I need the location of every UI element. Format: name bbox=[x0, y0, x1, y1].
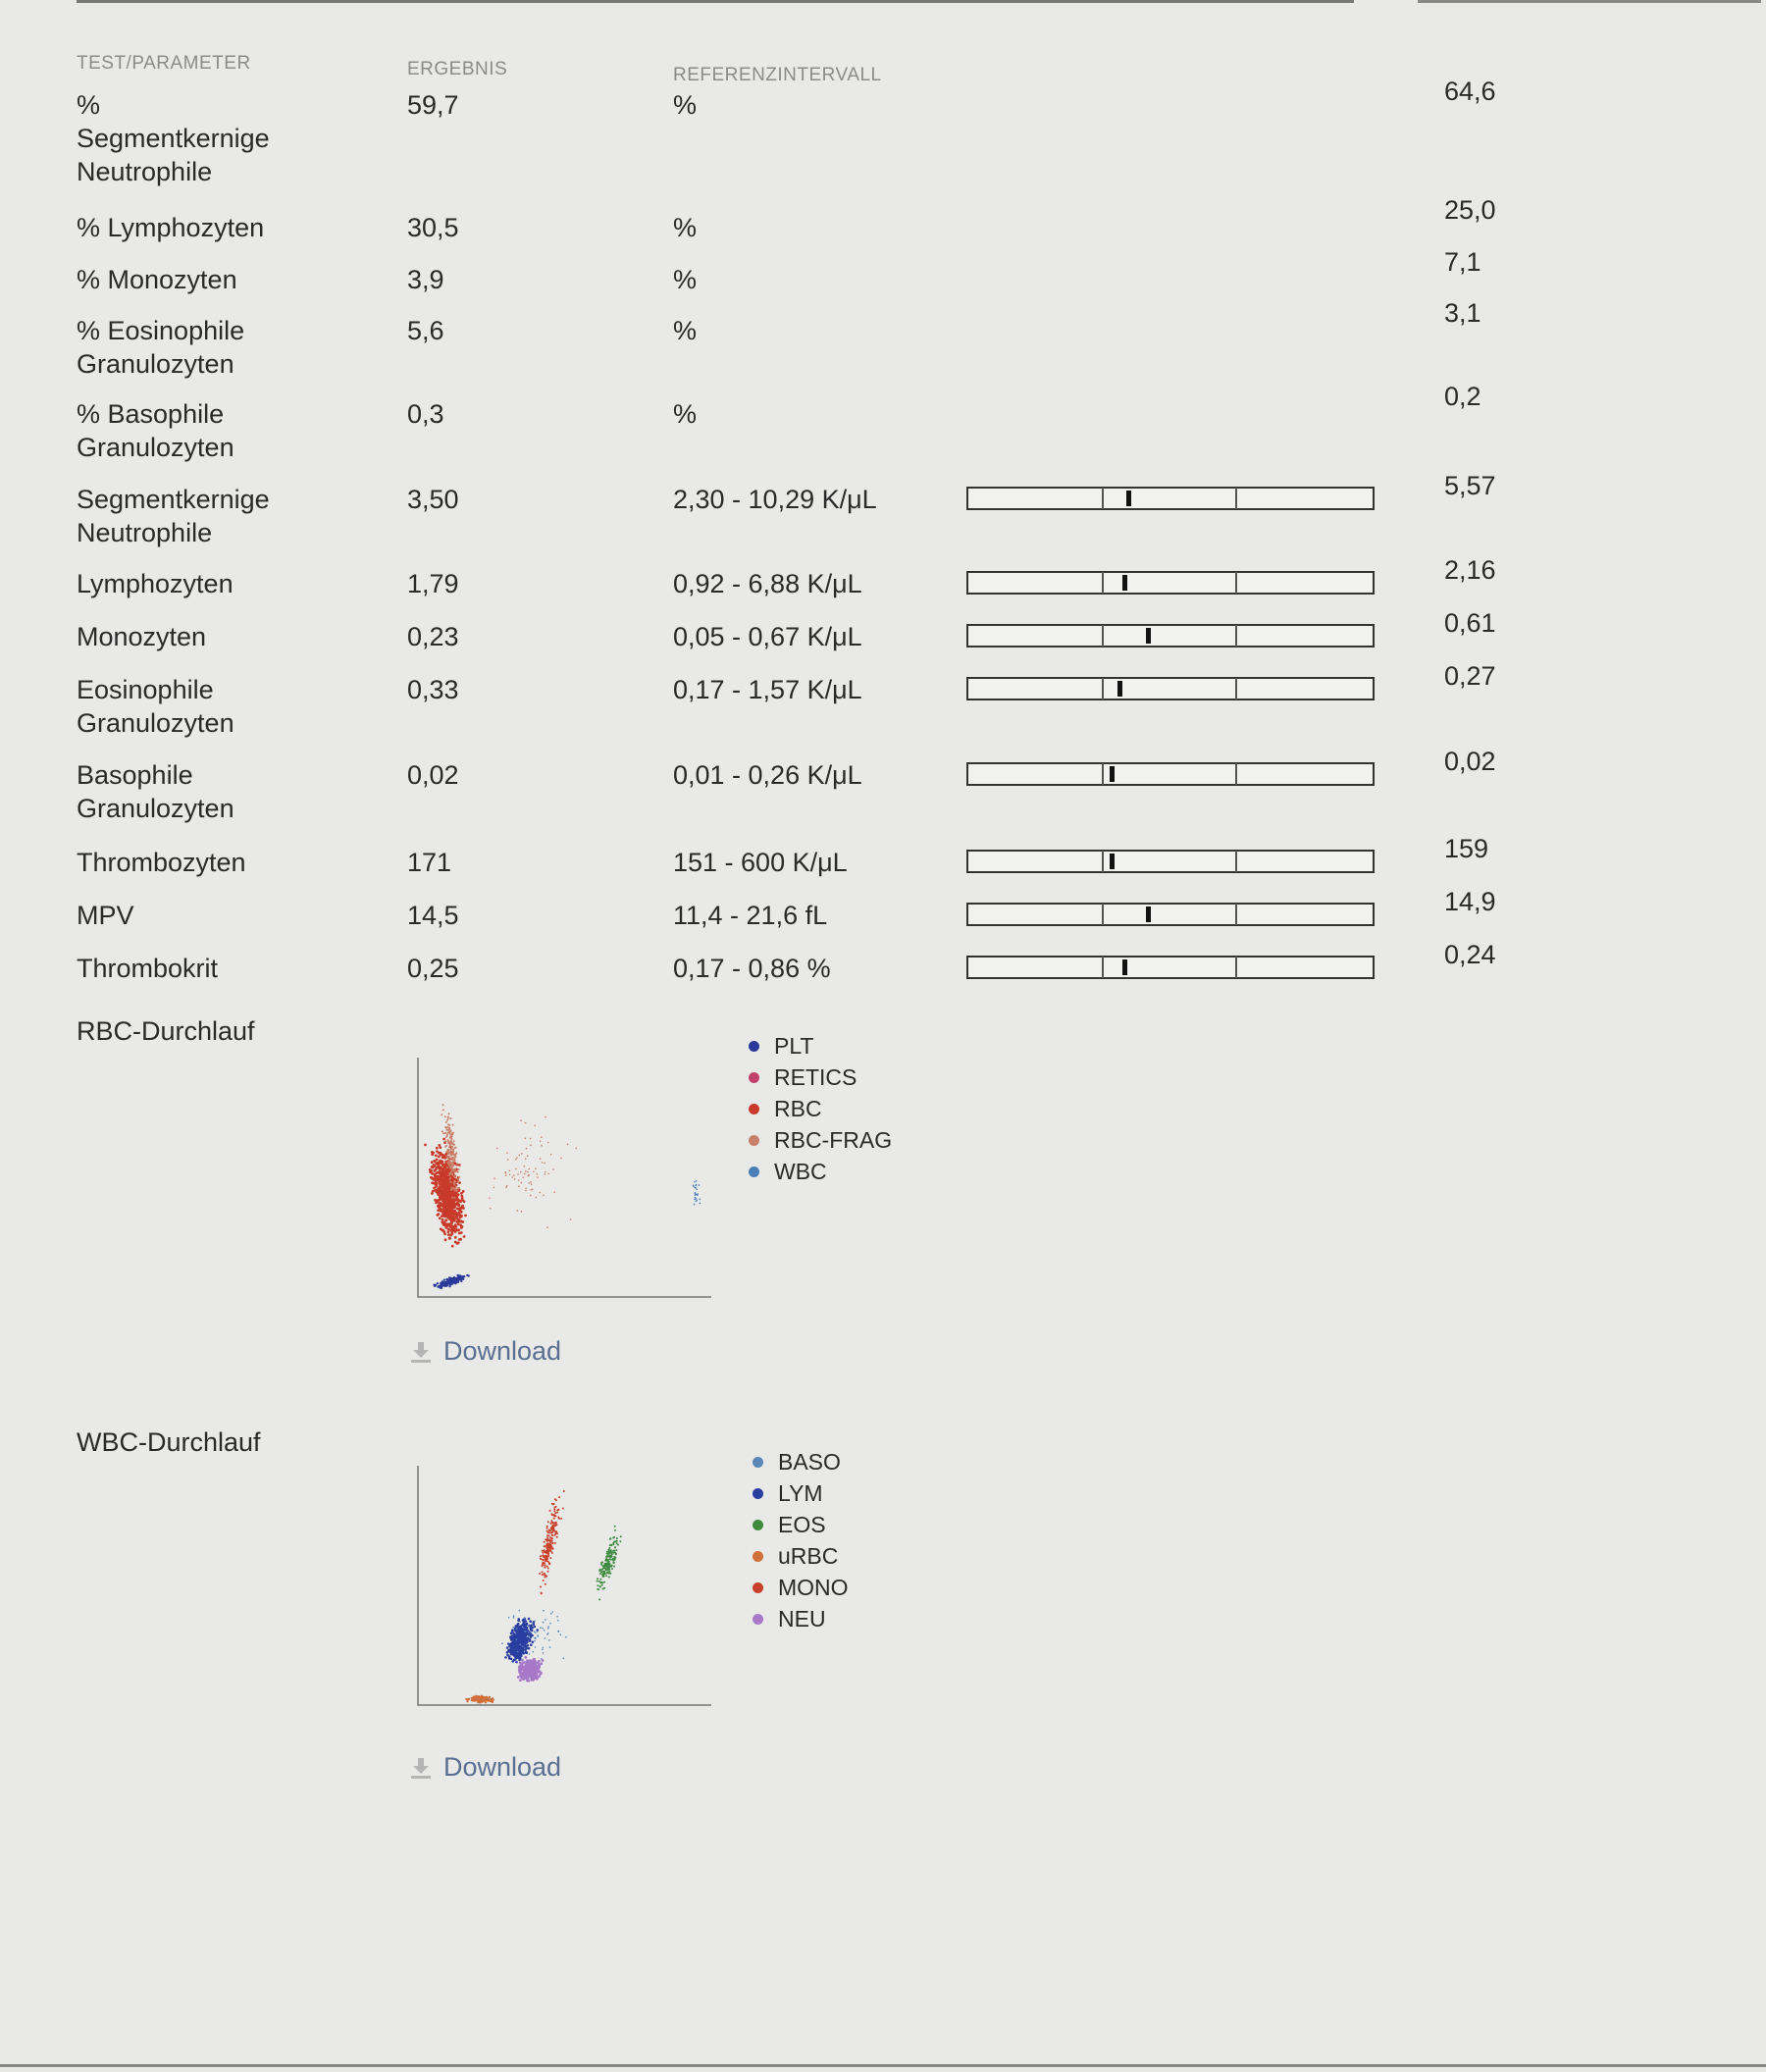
legend-label: NEU bbox=[778, 1606, 826, 1632]
plot-axes bbox=[418, 1466, 711, 1705]
reference-range: 0,17 - 1,57 K/μL bbox=[673, 675, 862, 704]
legend-label: EOS bbox=[778, 1512, 826, 1537]
reference-range: 11,4 - 21,6 fL bbox=[673, 901, 828, 930]
legend-item bbox=[749, 1062, 892, 1093]
legend-item bbox=[749, 1093, 892, 1124]
scatter-cluster bbox=[424, 1138, 467, 1248]
wbc-download-link[interactable] bbox=[410, 1752, 561, 1783]
previous-value: 0,61 bbox=[1444, 608, 1496, 638]
legend-dot bbox=[749, 1072, 759, 1083]
previous-value: 0,02 bbox=[1444, 747, 1496, 776]
previous-value: 5,57 bbox=[1444, 471, 1496, 500]
range-bar-tick bbox=[1235, 678, 1237, 699]
legend-item bbox=[749, 1124, 892, 1156]
result-value: 3,9 bbox=[407, 265, 444, 294]
result-value: 0,33 bbox=[407, 675, 459, 704]
range-bar bbox=[966, 956, 1375, 979]
legend-dot bbox=[749, 1166, 759, 1177]
previous-value: 64,6 bbox=[1444, 77, 1496, 106]
rbc-scatter-plot bbox=[412, 1046, 716, 1311]
legend-dot bbox=[753, 1582, 763, 1593]
legend-label: MONO bbox=[778, 1575, 849, 1600]
legend-item bbox=[753, 1509, 849, 1540]
legend-dot bbox=[753, 1488, 763, 1499]
legend-label: BASO bbox=[778, 1449, 841, 1475]
previous-value: 159 bbox=[1444, 834, 1489, 863]
reference-range: 151 - 600 K/μL bbox=[673, 848, 848, 877]
scatter-cluster bbox=[539, 1490, 565, 1594]
previous-value: 7,1 bbox=[1444, 247, 1481, 277]
download-icon bbox=[410, 1340, 432, 1364]
rbc-download-link[interactable] bbox=[410, 1336, 561, 1367]
param-name: Eosinophile Granulozyten bbox=[77, 675, 234, 738]
range-bar-marker bbox=[1146, 628, 1151, 644]
legend-dot bbox=[753, 1614, 763, 1625]
previous-value: 14,9 bbox=[1444, 887, 1496, 916]
range-bar-tick bbox=[1102, 678, 1104, 699]
legend-dot bbox=[749, 1104, 759, 1114]
range-bar bbox=[966, 903, 1375, 926]
result-value: 0,25 bbox=[407, 954, 459, 983]
param-name: % Segmentkernige Neutrophile bbox=[77, 90, 270, 186]
range-bar-marker bbox=[1122, 575, 1127, 591]
param-name: Thrombokrit bbox=[77, 954, 219, 983]
reference-range: % bbox=[673, 90, 698, 120]
result-value: 30,5 bbox=[407, 213, 459, 242]
previous-value: 2,16 bbox=[1444, 555, 1496, 585]
rbc-run-label: RBC-Durchlauf bbox=[77, 1016, 255, 1046]
previous-value: 3,1 bbox=[1444, 298, 1481, 328]
legend-item bbox=[753, 1603, 849, 1634]
range-bar-tick bbox=[1102, 488, 1104, 509]
scatter-cluster bbox=[597, 1526, 622, 1601]
reference-range: % bbox=[673, 265, 698, 294]
legend-label: RBC bbox=[774, 1096, 822, 1121]
top-rule-right bbox=[1418, 0, 1761, 3]
legend-dot bbox=[753, 1520, 763, 1530]
range-bar bbox=[966, 624, 1375, 648]
range-bar-tick bbox=[1102, 904, 1104, 925]
range-bar-tick bbox=[1235, 488, 1237, 509]
result-value: 0,23 bbox=[407, 622, 459, 651]
range-bar-marker bbox=[1117, 681, 1122, 697]
range-bar-tick bbox=[1235, 957, 1237, 978]
range-bar bbox=[966, 487, 1375, 510]
bottom-rule bbox=[0, 2064, 1766, 2067]
legend-item bbox=[753, 1477, 849, 1509]
header-reference: REFERENZINTERVALL bbox=[673, 65, 882, 85]
range-bar-tick bbox=[1102, 625, 1104, 647]
range-bar-tick bbox=[1235, 904, 1237, 925]
scatter-cluster bbox=[693, 1180, 701, 1205]
previous-value: 0,27 bbox=[1444, 661, 1496, 691]
result-value: 5,6 bbox=[407, 316, 444, 345]
legend-item bbox=[749, 1156, 892, 1187]
legend-item bbox=[753, 1540, 849, 1572]
result-value: 1,79 bbox=[407, 569, 459, 598]
legend-item bbox=[753, 1446, 849, 1477]
result-value: 171 bbox=[407, 848, 452, 877]
range-bar bbox=[966, 571, 1375, 595]
result-value: 59,7 bbox=[407, 90, 459, 120]
param-name: MPV bbox=[77, 901, 134, 930]
reference-range: % bbox=[673, 213, 698, 242]
reference-range: 2,30 - 10,29 K/μL bbox=[673, 485, 877, 514]
legend-label: LYM bbox=[778, 1480, 823, 1506]
range-bar-tick bbox=[1102, 851, 1104, 872]
legend-label: RETICS bbox=[774, 1064, 857, 1090]
param-name: Thrombozyten bbox=[77, 848, 246, 877]
plot-axes bbox=[418, 1058, 711, 1297]
legend-label: RBC-FRAG bbox=[774, 1127, 893, 1153]
range-bar-tick bbox=[1102, 763, 1104, 785]
scatter-cluster bbox=[465, 1695, 494, 1704]
range-bar-marker bbox=[1126, 491, 1131, 506]
result-value: 0,02 bbox=[407, 760, 459, 790]
range-bar-tick bbox=[1235, 763, 1237, 785]
range-bar-marker bbox=[1122, 959, 1127, 975]
download-icon bbox=[410, 1756, 432, 1780]
legend-dot bbox=[753, 1457, 763, 1468]
reference-range: 0,92 - 6,88 K/μL bbox=[673, 569, 862, 598]
range-bar-tick bbox=[1102, 957, 1104, 978]
range-bar-tick bbox=[1102, 572, 1104, 594]
wbc-scatter-plot bbox=[412, 1454, 716, 1719]
param-name: % Eosinophile Granulozyten bbox=[77, 316, 245, 379]
result-value: 14,5 bbox=[407, 901, 459, 930]
previous-value: 0,24 bbox=[1444, 940, 1496, 969]
scatter-cluster bbox=[489, 1116, 577, 1228]
param-name: % Monozyten bbox=[77, 265, 237, 294]
range-bar bbox=[966, 850, 1375, 873]
header-test-parameter: TEST/PARAMETER bbox=[77, 53, 251, 74]
range-bar-marker bbox=[1110, 854, 1115, 869]
range-bar bbox=[966, 762, 1375, 786]
scatter-cluster bbox=[517, 1656, 545, 1683]
wbc-run-label: WBC-Durchlauf bbox=[77, 1427, 261, 1457]
legend-dot bbox=[753, 1551, 763, 1562]
legend-label: uRBC bbox=[778, 1543, 839, 1569]
reference-range: 0,05 - 0,67 K/μL bbox=[673, 622, 862, 651]
range-bar-marker bbox=[1146, 906, 1151, 922]
reference-range: % bbox=[673, 316, 698, 345]
range-bar-tick bbox=[1235, 851, 1237, 872]
range-bar-tick bbox=[1235, 625, 1237, 647]
download-label: Download bbox=[443, 1336, 562, 1366]
param-name: Lymphozyten bbox=[77, 569, 234, 598]
previous-value: 25,0 bbox=[1444, 195, 1496, 225]
param-name: Basophile Granulozyten bbox=[77, 760, 234, 823]
download-label: Download bbox=[443, 1752, 562, 1782]
scatter-cluster bbox=[504, 1618, 539, 1664]
result-value: 3,50 bbox=[407, 485, 459, 514]
scatter-cluster bbox=[433, 1274, 470, 1290]
param-name: % Lymphozyten bbox=[77, 213, 265, 242]
legend-label: PLT bbox=[774, 1033, 814, 1059]
rbc-legend bbox=[749, 1030, 892, 1187]
top-rule bbox=[77, 0, 1354, 3]
previous-value: 0,2 bbox=[1444, 382, 1481, 411]
reference-range: % bbox=[673, 399, 698, 429]
range-bar bbox=[966, 677, 1375, 700]
param-name: Monozyten bbox=[77, 622, 207, 651]
range-bar-tick bbox=[1235, 572, 1237, 594]
legend-item bbox=[753, 1572, 849, 1603]
result-value: 0,3 bbox=[407, 399, 444, 429]
legend-label: WBC bbox=[774, 1159, 827, 1184]
wbc-legend bbox=[753, 1446, 849, 1634]
param-name: Segmentkernige Neutrophile bbox=[77, 485, 270, 547]
range-bar-marker bbox=[1110, 766, 1115, 782]
header-result: ERGEBNIS bbox=[407, 59, 508, 79]
legend-item bbox=[749, 1030, 892, 1062]
param-name: % Basophile Granulozyten bbox=[77, 399, 234, 462]
reference-range: 0,17 - 0,86 % bbox=[673, 954, 831, 983]
legend-dot bbox=[749, 1041, 759, 1052]
legend-dot bbox=[749, 1135, 759, 1146]
reference-range: 0,01 - 0,26 K/μL bbox=[673, 760, 862, 790]
